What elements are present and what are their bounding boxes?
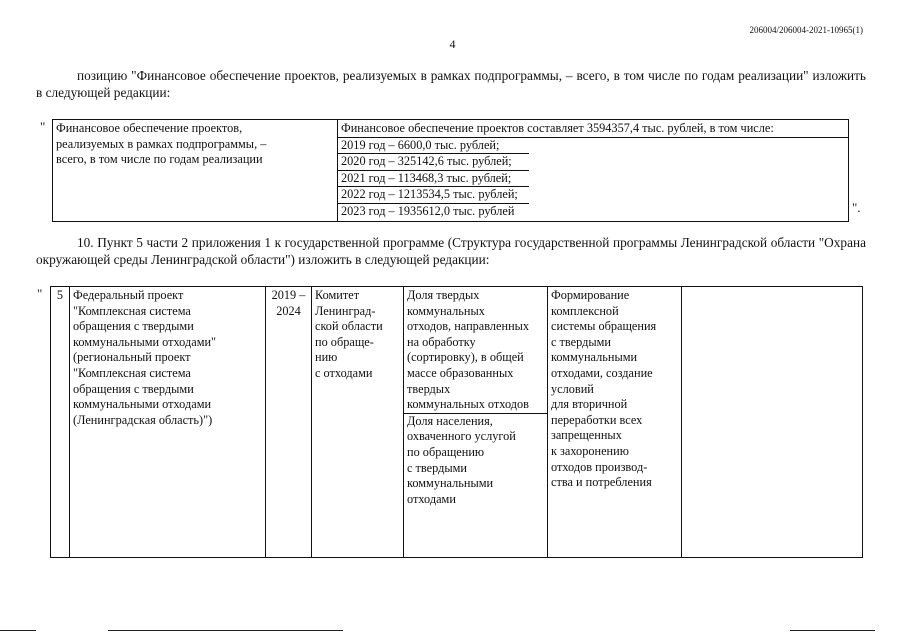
result-line: комплексной — [551, 303, 619, 318]
responsible-org-cell — [312, 287, 404, 558]
project-line: "Комплексная система — [73, 365, 191, 380]
org-line: нию — [315, 350, 338, 365]
indicator-line: Доля твердых — [407, 288, 480, 302]
program-structure-table — [50, 286, 863, 558]
financing-label-line: реализуемых в рамках подпрограммы, – — [56, 136, 267, 151]
financing-total: Финансовое обеспечение проектов составляет 3594357,4 тыс. рублей, в том числе: — [338, 121, 848, 138]
project-line: коммунальными отходами" — [73, 334, 217, 349]
indicator-line: массе образованных — [407, 365, 514, 380]
paragraph-position-intro: позицию "Финансовое обеспечение проектов, реализуемых в рамках подпрограммы, – всего, в том числе по годам реализации" изложить в следующей редакции: — [36, 68, 866, 100]
financing-year-2019: 2019 год – 6600,0 тыс. рублей; — [338, 138, 529, 155]
financing-values-cell — [338, 120, 849, 222]
opening-quote: " — [40, 119, 46, 134]
indicator-line: коммунальными — [407, 476, 494, 491]
row-number-cell: 5 — [51, 287, 70, 558]
result-cell — [548, 287, 682, 558]
result-line: для вторичной — [551, 397, 628, 412]
financing-label-line: Финансовое обеспечение проектов, — [56, 121, 243, 135]
years-line: 2024 — [276, 303, 301, 318]
financing-label-cell — [53, 120, 338, 222]
result-line: системы обращения — [551, 319, 657, 334]
org-line: Ленинград- — [315, 303, 376, 318]
scan-edge-line — [0, 630, 36, 631]
org-line: по обраще- — [315, 334, 374, 349]
financing-year-2022: 2022 год – 1213534,5 тыс. рублей; — [338, 187, 529, 204]
indicator-1 — [407, 288, 544, 413]
document-id: 206004/206004-2021-10965(1) — [749, 25, 863, 35]
financing-year-2023: 2023 год – 1935612,0 тыс. рублей — [341, 203, 515, 218]
result-line: Формирование — [551, 288, 630, 302]
indicators-cell — [404, 287, 548, 558]
result-line: условий — [551, 381, 594, 396]
result-line: коммунальными — [551, 350, 638, 365]
financing-label-line: всего, в том числе по годам реализации — [56, 152, 263, 167]
result-line: отходов производ- — [551, 459, 648, 474]
org-line: ской области — [315, 319, 383, 334]
paragraph-item-10: 10. Пункт 5 части 2 приложения 1 к государственной программе (Структура государственной программы Ленинградской области "Охрана окружающей среды Ленинградской области") изложить в следующей редакции: — [36, 235, 866, 267]
indicator-line: коммунальных отходов — [407, 397, 529, 412]
result-line: с твердыми — [551, 334, 611, 349]
indicator-line: на обработку — [407, 334, 476, 349]
project-line: (региональный проект — [73, 350, 191, 365]
years-line: 2019 – — [271, 288, 306, 302]
indicator-line: твердых — [407, 381, 451, 396]
empty-cell — [682, 287, 863, 558]
result-line: к захоронению — [551, 443, 629, 458]
years-cell — [266, 287, 312, 558]
result-line: ства и потребления — [551, 475, 652, 490]
financing-table — [52, 119, 849, 222]
indicator-line: отходами — [407, 491, 456, 506]
scan-edge-line — [108, 630, 343, 631]
closing-quote: ". — [852, 200, 861, 215]
result-line: запрещенных — [551, 428, 622, 443]
result-line: отходами, создание — [551, 365, 653, 380]
project-line: коммунальными отходами — [73, 397, 212, 412]
indicator-line: коммунальных — [407, 303, 485, 318]
project-name-cell — [70, 287, 266, 558]
financing-year-2020: 2020 год – 325142,6 тыс. рублей; — [338, 154, 529, 171]
org-line: с отходами — [315, 365, 373, 380]
project-line: (Ленинградская область)") — [73, 412, 213, 427]
indicator-line: с твердыми — [407, 460, 467, 475]
indicator-line: Доля населения, — [407, 413, 493, 428]
project-line: Федеральный проект — [73, 288, 184, 302]
indicator-2 — [404, 413, 547, 508]
project-line: обращения с твердыми — [73, 381, 194, 396]
project-line: "Комплексная система — [73, 303, 191, 318]
indicator-line: отходов, направленных — [407, 319, 530, 334]
indicator-line: охваченного услугой — [407, 429, 516, 444]
opening-quote-2: " — [37, 286, 43, 301]
financing-year-2021: 2021 год – 113468,3 тыс. рублей; — [338, 171, 529, 188]
project-line: обращения с твердыми — [73, 319, 194, 334]
indicator-line: по обращению — [407, 444, 485, 459]
result-line: переработки всех — [551, 412, 643, 427]
indicator-line: (сортировку), в общей — [407, 350, 524, 365]
scan-edge-line — [790, 630, 875, 631]
page-number: 4 — [449, 37, 456, 51]
org-line: Комитет — [315, 288, 360, 302]
